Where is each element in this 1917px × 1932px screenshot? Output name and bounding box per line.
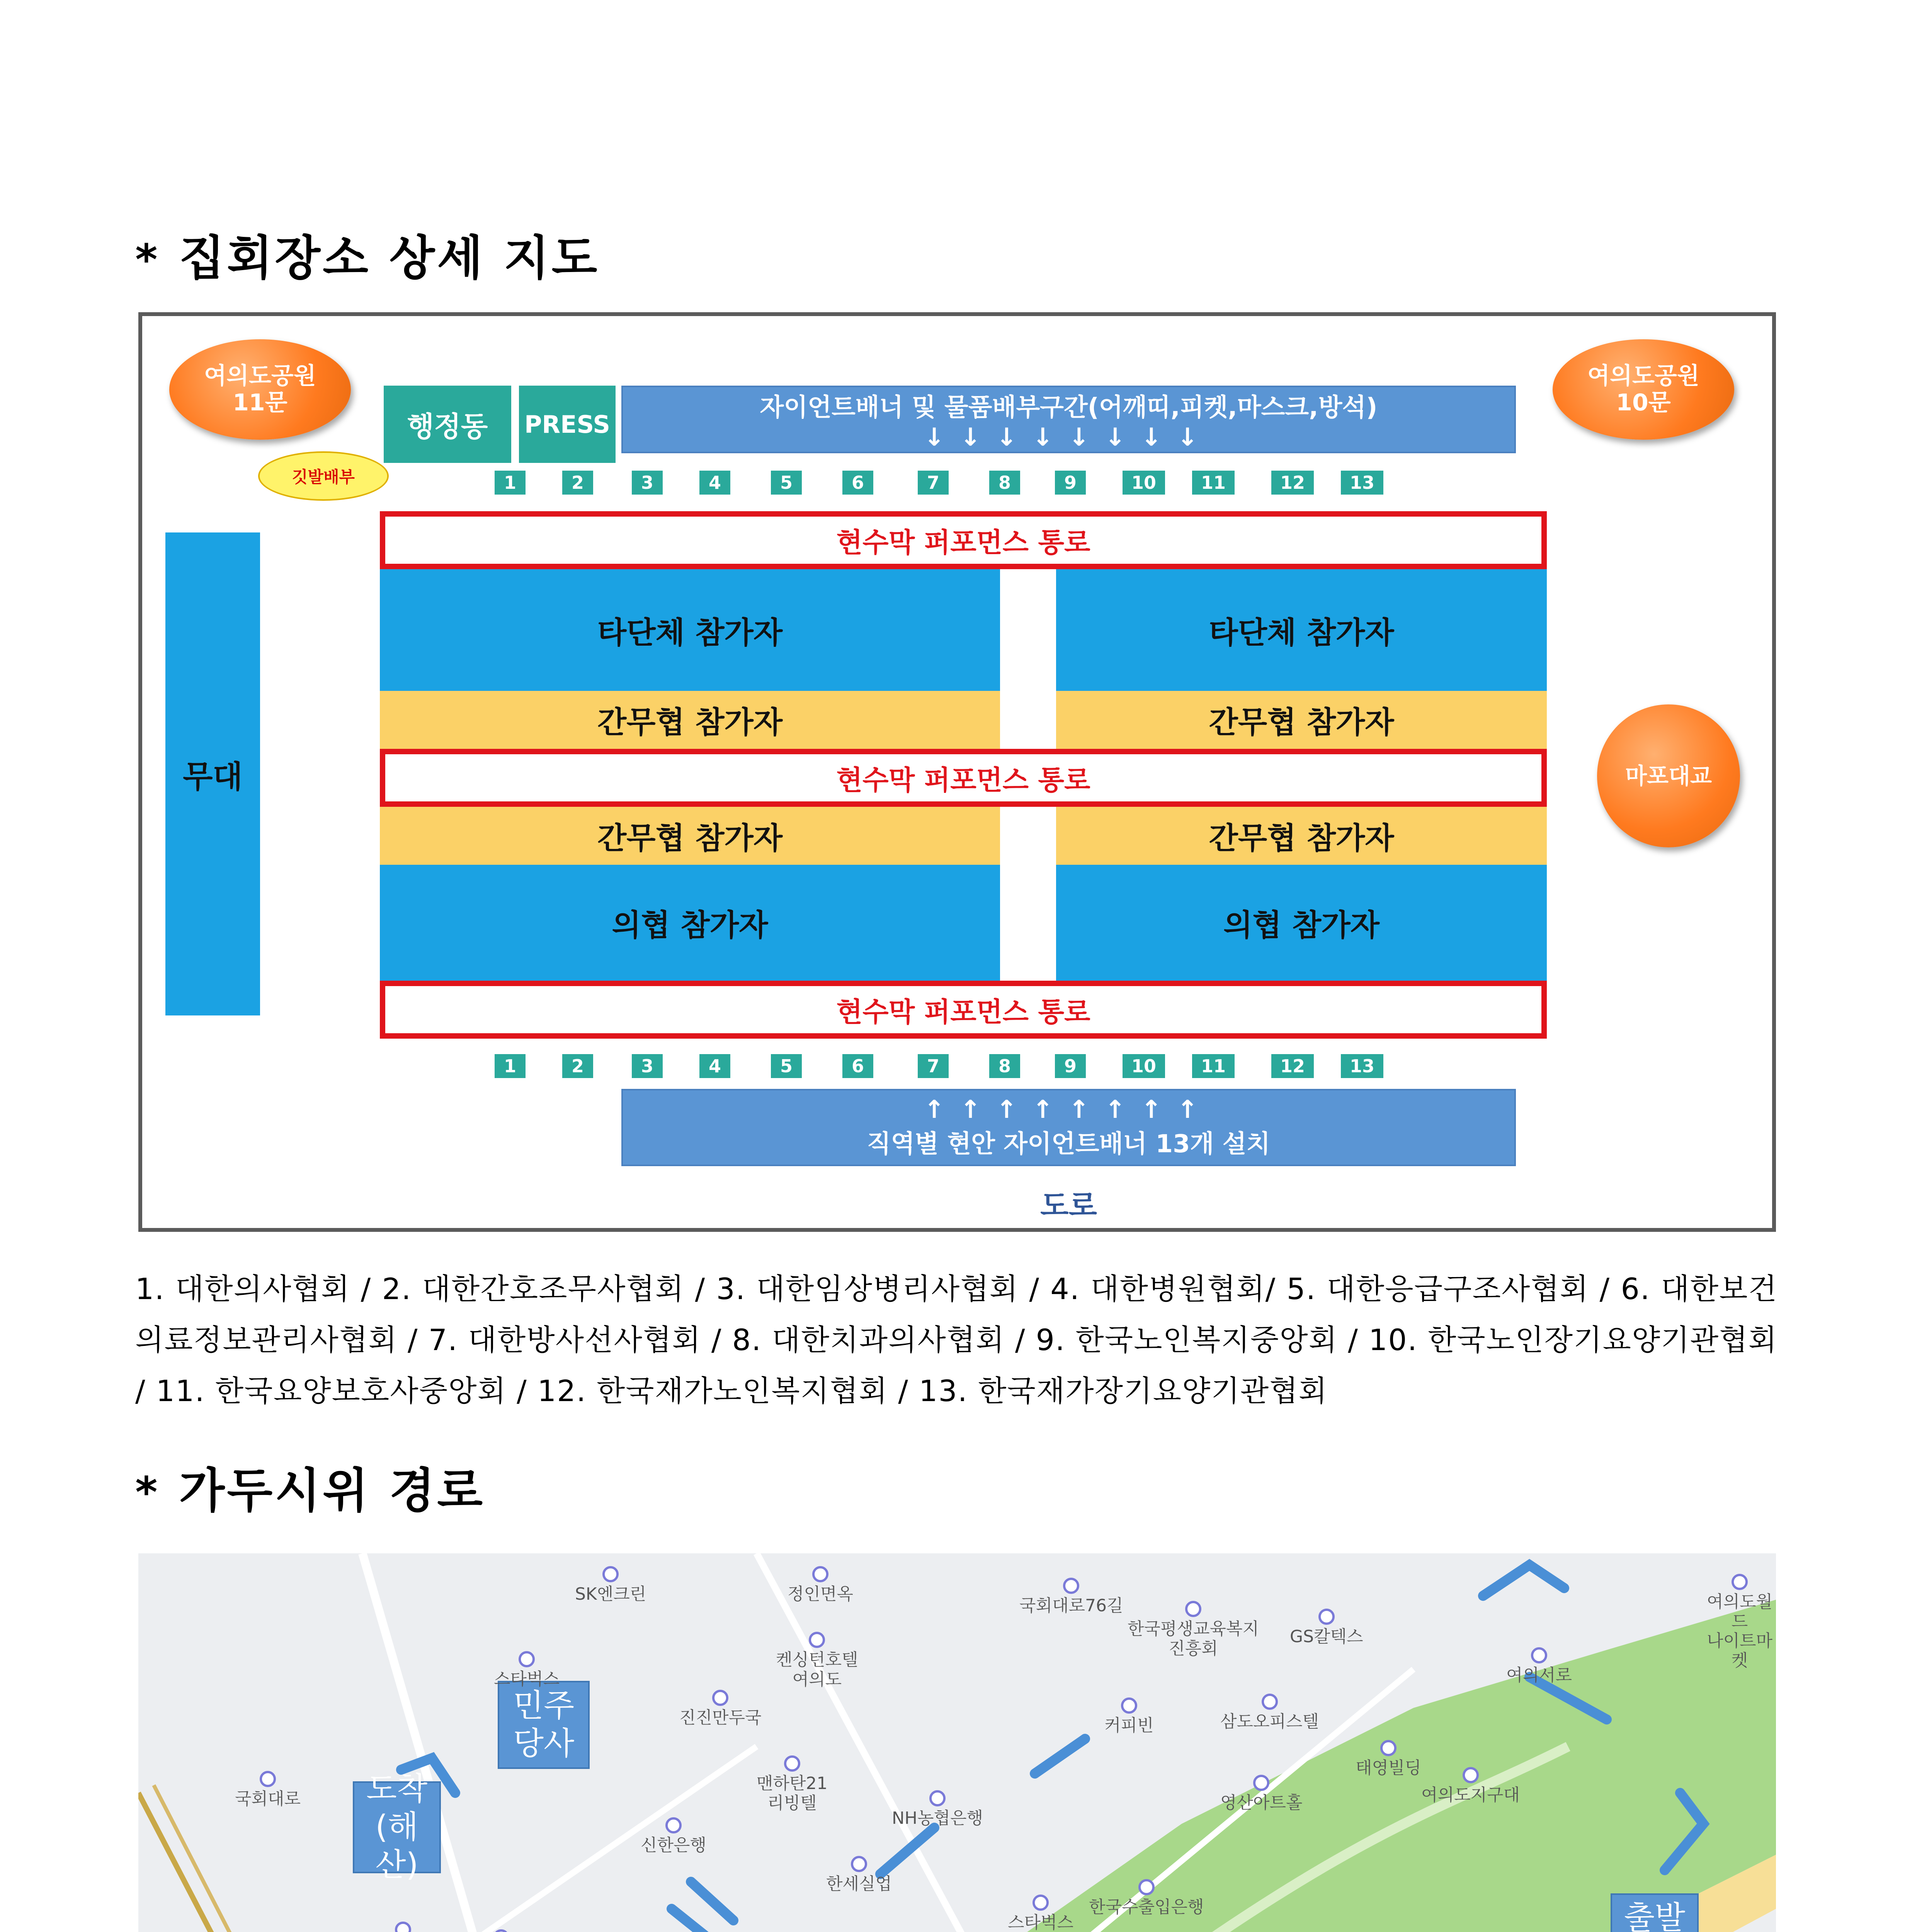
poi-marker-icon [1732,1574,1748,1590]
poi-marker-icon [1185,1601,1201,1617]
poi-label: 영산아트홀 [1220,1793,1303,1813]
poi-marker-icon [493,1929,509,1932]
association-number-tile: 10 [1123,1054,1165,1078]
association-number-tile: 13 [1341,1054,1383,1078]
association-number-tile: 8 [989,1054,1020,1078]
poi-marker-icon [1063,1578,1079,1594]
map-poi [1356,1739,1421,1778]
route-arrow-6 [691,1882,733,1920]
press-box: PRESS [519,386,616,463]
map-poi [679,1689,762,1728]
map-poi [892,1789,983,1828]
route-arrow-4 [1035,1739,1085,1774]
poi-marker-icon [851,1856,867,1872]
poi-label: NH농협은행 [892,1808,983,1828]
nurse-assistants-right-2: 간무협 참가자 [1056,807,1547,865]
map-poi [1019,1577,1123,1616]
map-poi [1008,1893,1073,1932]
gate-11-circle: 여의도공원 11문 [169,339,351,440]
association-number-tile: 10 [1123,471,1165,495]
association-number-tile: 7 [918,1054,949,1078]
association-number-tile: 2 [562,471,593,495]
map-poi [1506,1646,1572,1685]
poi-label: 한국평생교육복지 진흥회 [1128,1619,1259,1658]
association-number-tile: 13 [1341,471,1383,495]
association-number-tile: 12 [1271,471,1314,495]
association-number-tile: 6 [842,471,873,495]
association-number-tile: 5 [771,471,802,495]
poi-marker-icon [260,1771,276,1787]
section-title: 집회장소 상세 지도 [179,231,600,286]
poi-label: 진진만두국 [679,1708,762,1728]
map-poi [776,1631,858,1689]
route-arrow-7 [672,1909,710,1932]
association-number-tile: 4 [699,471,730,495]
bullet-star: * [135,1468,160,1517]
association-number-tile: 4 [699,1054,730,1078]
route-map [138,1553,1776,1932]
map-poi [235,1770,301,1809]
association-legend: 1. 대한의사협회 / 2. 대한간호조무사협회 / 3. 대한임상병리사협회 / 4. 대한병원협회/ 5. 대한응급구조사협회 / 6. 대한보건의료정보관리사협회 / 7. 대한방사선사협회 / 8. 대한치과의사협회 / 9. 한국노인복지중앙회 / 10. 한국노인장기요양기관협회 / 11. 한국요양보호사중앙회 / 12. 한국재가노인복지협회 / 13. 한국재가장기요양기관협회 [135,1272,1778,1408]
bullet-star: * [135,235,160,284]
banner-lane-2: 현수막 퍼포먼스 통로 [380,749,1547,807]
road-label: 도로 [1040,1188,1097,1223]
poi-label: 한국수출입은행 [1089,1897,1204,1917]
poi-marker-icon [1138,1879,1155,1895]
poi-marker-icon [395,1922,411,1932]
other-orgs-right: 타단체 참가자 [1056,569,1547,691]
association-number-tile: 2 [562,1054,593,1078]
poi-marker-icon [1262,1694,1278,1710]
map-poi [1089,1878,1204,1917]
poi-marker-icon [1531,1647,1547,1663]
up-arrows: ↑↑↑↑↑↑↑↑ [924,1095,1213,1124]
departure-label: 출발 [1611,1893,1699,1932]
map-poi [1290,1607,1363,1647]
banner-zone-bottom-label: 직역별 현안 자이언트배너 13개 설치 [867,1130,1271,1158]
banner-lane-1: 현수막 퍼포먼스 통로 [380,511,1547,569]
poi-marker-icon [929,1790,946,1806]
association-number-tile: 11 [1192,1054,1235,1078]
map-poi [826,1855,892,1894]
poi-label: 정인면옥 [788,1584,854,1604]
map-poi [1104,1696,1154,1736]
poi-marker-icon [812,1566,828,1582]
poi-label: 스타벅스 [1008,1913,1074,1932]
map-poi [1703,1573,1776,1670]
poi-marker-icon [784,1755,800,1772]
poi-label: 맨하탄21 리빙텔 [757,1774,828,1813]
association-number-tile: 11 [1192,471,1235,495]
association-number-tile: 1 [495,471,526,495]
poi-label: 여의서로 [1506,1665,1572,1685]
arrival-label: 도착 (해산) [353,1781,441,1873]
poi-label: 신한은행 [641,1835,707,1855]
map-poi [757,1754,828,1813]
poi-label: 커피빈 [1104,1716,1154,1735]
association-number-tile: 9 [1055,1054,1086,1078]
association-number-tile: 5 [771,1054,802,1078]
poi-label: 삼도오피스텔 [1220,1712,1319,1731]
association-number-tile: 12 [1271,1054,1314,1078]
map-poi [1128,1600,1259,1658]
poi-marker-icon [1463,1767,1479,1783]
poi-label: 여의도월드 나이트마켓 [1706,1592,1772,1670]
doctors-right: 의협 참가자 [1056,865,1547,981]
association-number-tile: 6 [842,1054,873,1078]
poi-marker-icon [712,1690,728,1706]
association-number-tile: 3 [632,1054,663,1078]
nurse-assistants-left-1: 간무협 참가자 [380,691,1000,749]
section-heading-route [135,1453,485,1520]
nurse-assistants-right-1: 간무협 참가자 [1056,691,1547,749]
poi-label: 스타벅스 [494,1669,560,1689]
association-number-tile: 9 [1055,471,1086,495]
map-poi [1421,1766,1520,1805]
poi-marker-icon [1121,1697,1137,1714]
poi-label: 태영빌딩 [1356,1758,1422,1778]
map-poi [494,1650,560,1689]
map-poi [359,1920,447,1932]
association-number-tile: 3 [632,471,663,495]
other-orgs-left: 타단체 참가자 [380,569,1000,691]
map-poi [478,1928,524,1932]
banner-zone-bottom [621,1089,1516,1166]
flag-distribution-callout: 깃발배부 [258,451,389,501]
doctors-left: 의협 참가자 [380,865,1000,981]
poi-label: SK엔크린 [575,1584,646,1604]
nurse-assistants-left-2: 간무협 참가자 [380,807,1000,865]
banner-zone-top-label: 자이언트배너 및 물품배부구간(어깨띠,피켓,마스크,방석) [760,393,1378,422]
association-number-tile: 1 [495,1054,526,1078]
banner-lane-3: 현수막 퍼포먼스 통로 [380,981,1547,1039]
admin-building-box: 행정동 [384,386,511,463]
poi-label: 국회대로76길 [1019,1596,1123,1616]
section-title: 가두시위 경로 [179,1463,485,1518]
gate-10-circle: 여의도공원 10문 [1553,339,1734,440]
mapo-bridge-circle: 마포대교 [1597,704,1740,847]
subway-line-2 [154,1785,494,1932]
poi-label: GS칼텍스 [1290,1627,1363,1646]
map-poi [641,1816,706,1855]
poi-label: 여의도지구대 [1421,1785,1520,1805]
section-heading-venue [135,220,599,288]
stage: 무대 [165,532,260,1015]
poi-marker-icon [1318,1609,1335,1625]
poi-marker-icon [809,1632,825,1648]
map-poi [575,1565,646,1604]
venue-diagram [138,312,1776,1232]
party-hq-label: 민주 당사 [498,1681,590,1769]
map-poi [1220,1692,1319,1732]
banner-zone-top [621,386,1516,453]
poi-label: 한세실업 [826,1874,892,1894]
down-arrows: ↓↓↓↓↓↓↓↓ [924,423,1213,452]
poi-label: 켄싱턴호텔 여의도 [776,1650,858,1689]
poi-marker-icon [1032,1895,1049,1911]
map-poi [1220,1774,1303,1813]
poi-label: 국회대로 [235,1789,301,1809]
poi-marker-icon [519,1651,535,1667]
poi-marker-icon [602,1566,619,1582]
route-arrow-1 [1483,1565,1564,1596]
poi-marker-icon [1380,1740,1397,1756]
association-number-tile: 7 [918,471,949,495]
association-number-tile: 8 [989,471,1020,495]
poi-marker-icon [1253,1775,1269,1791]
poi-marker-icon [665,1817,682,1833]
map-poi [788,1565,853,1604]
